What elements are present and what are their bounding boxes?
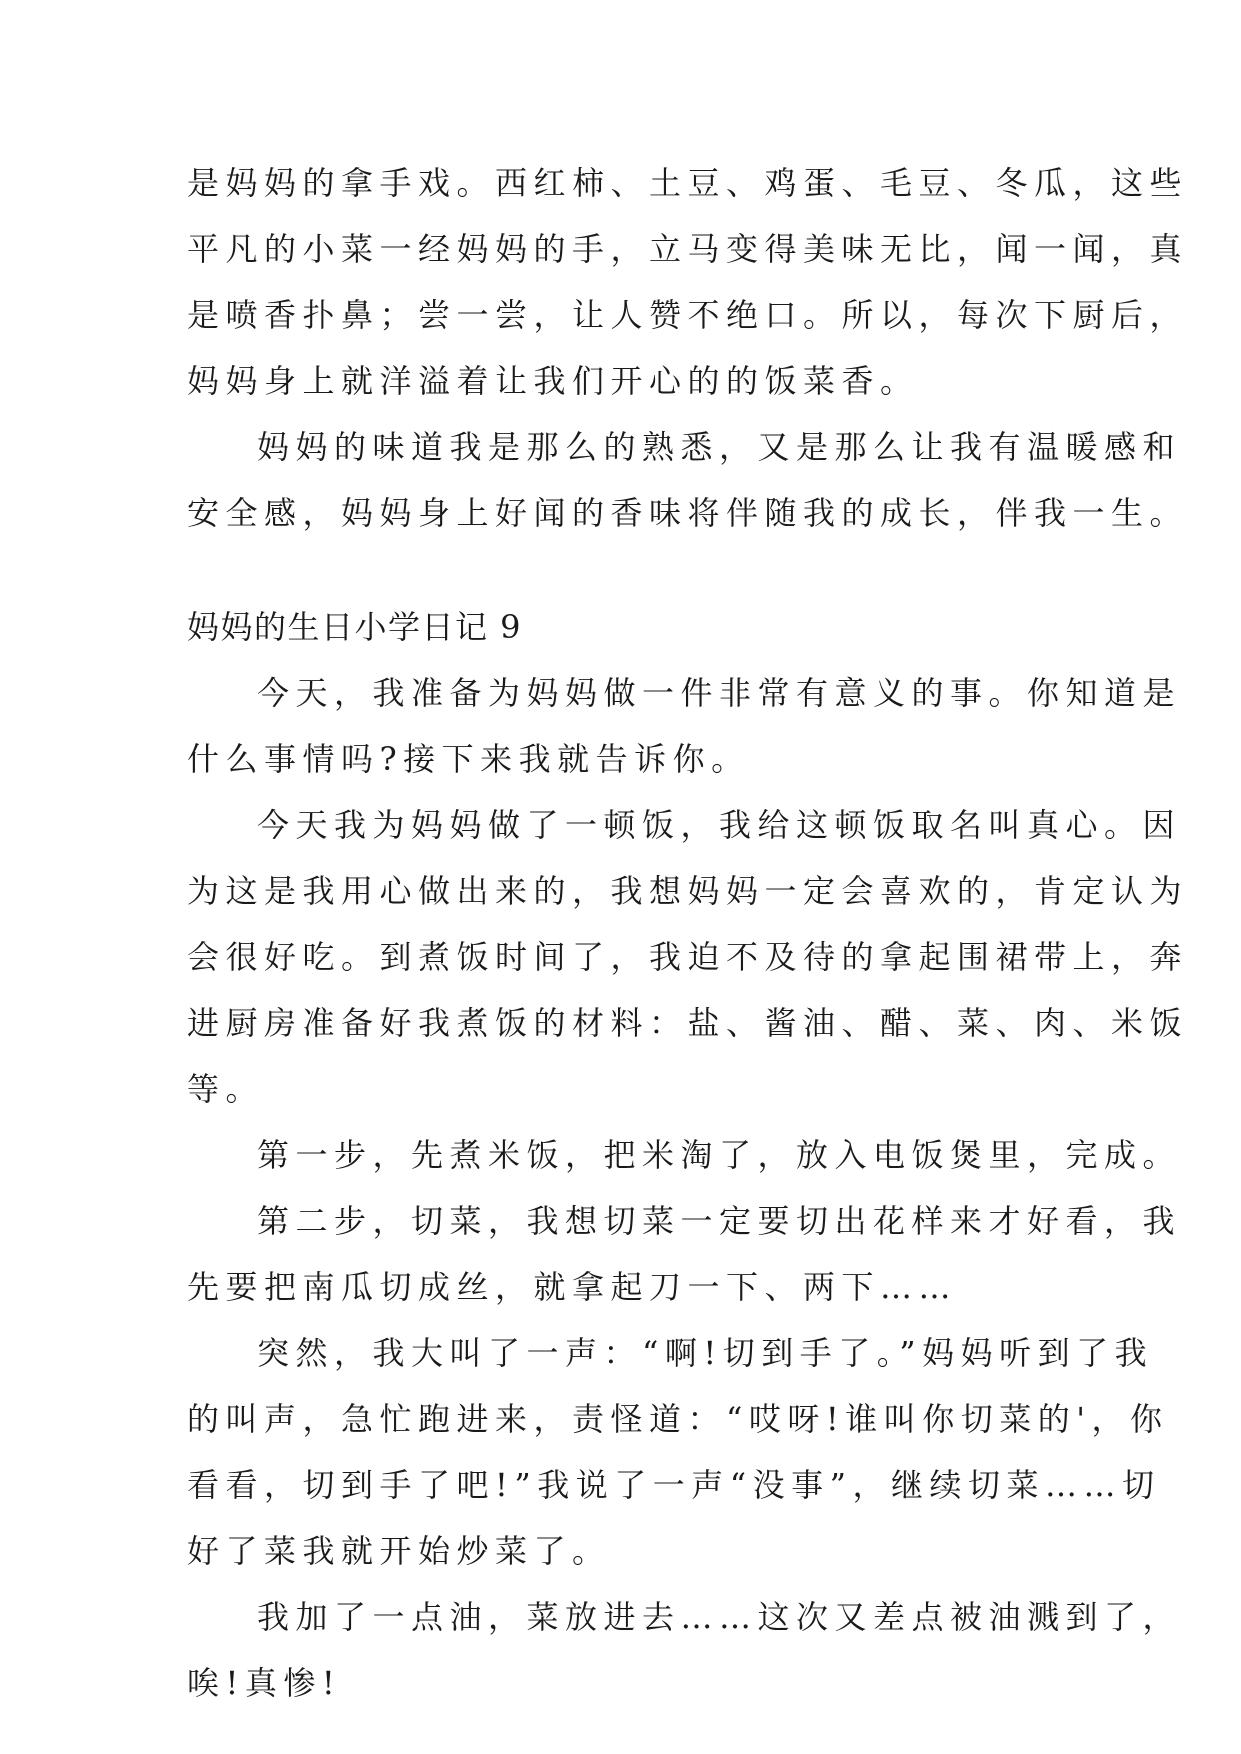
text-line: 唉!真惨! bbox=[187, 1664, 342, 1702]
text-line: 看看，切到手了吧!”我说了一声“没事”，继续切菜……切 bbox=[187, 1466, 1161, 1504]
paragraph bbox=[187, 1188, 1182, 1320]
text-line: 我加了一点油，菜放进去……这次又差点被油溅到了， bbox=[257, 1598, 1182, 1636]
text-line: 今天我为妈妈做了一顿饭，我给这顿饭取名叫真心。因 bbox=[257, 806, 1182, 844]
text-line: 突然，我大叫了一声：“啊!切到手了。”妈妈听到了我 bbox=[257, 1334, 1154, 1372]
text-line: 先要把南瓜切成丝，就拿起刀一下、两下…… bbox=[187, 1268, 958, 1306]
paragraph bbox=[187, 1122, 1182, 1188]
text-line: 第一步，先煮米饭，把米淘了，放入电饭煲里，完成。 bbox=[257, 1136, 1182, 1174]
text-line: 是妈妈的拿手戏。西红柿、土豆、鸡蛋、毛豆、冬瓜，这些 bbox=[187, 164, 1189, 202]
text-line: 什么事情吗?接下来我就告诉你。 bbox=[187, 740, 750, 778]
text-line: 平凡的小菜一经妈妈的手，立马变得美味无比，闻一闻，真 bbox=[187, 230, 1189, 268]
paragraph bbox=[187, 150, 1189, 414]
text-line: 的叫声，急忙跑进来，责怪道：“哎呀!谁叫你切菜的'，你 bbox=[187, 1400, 1169, 1438]
paragraph bbox=[187, 414, 1189, 546]
text-line: 好了菜我就开始炒菜了。 bbox=[187, 1532, 611, 1570]
text-line: 是喷香扑鼻；尝一尝，让人赞不绝口。所以，每次下厨后， bbox=[187, 296, 1189, 334]
paragraph bbox=[187, 660, 1182, 792]
paragraph bbox=[187, 1584, 1182, 1716]
section-gap bbox=[187, 546, 1057, 594]
paragraph bbox=[187, 1320, 1169, 1584]
text-line: 进厨房准备好我煮饭的材料：盐、酱油、醋、菜、肉、米饭 bbox=[187, 1004, 1189, 1042]
document-body bbox=[187, 150, 1189, 1716]
text-line: 会很好吃。到煮饭时间了，我迫不及待的拿起围裙带上，奔 bbox=[187, 938, 1189, 976]
paragraph bbox=[187, 792, 1189, 1122]
text-line: 安全感，妈妈身上好闻的香味将伴随我的成长，伴我一生。 bbox=[187, 494, 1189, 532]
text-line: 今天，我准备为妈妈做一件非常有意义的事。你知道是 bbox=[257, 674, 1182, 712]
text-line: 等。 bbox=[187, 1070, 265, 1108]
text-line: 为这是我用心做出来的，我想妈妈一定会喜欢的，肯定认为 bbox=[187, 872, 1189, 910]
text-line: 妈妈的味道我是那么的熟悉，又是那么让我有温暖感和 bbox=[257, 428, 1182, 466]
text-line: 妈妈身上就洋溢着让我们开心的的饭菜香。 bbox=[187, 362, 919, 400]
text-line: 第二步，切菜，我想切菜一定要切出花样来才好看，我 bbox=[257, 1202, 1182, 1240]
section-title: 妈妈的生日小学日记 9 bbox=[187, 608, 523, 646]
